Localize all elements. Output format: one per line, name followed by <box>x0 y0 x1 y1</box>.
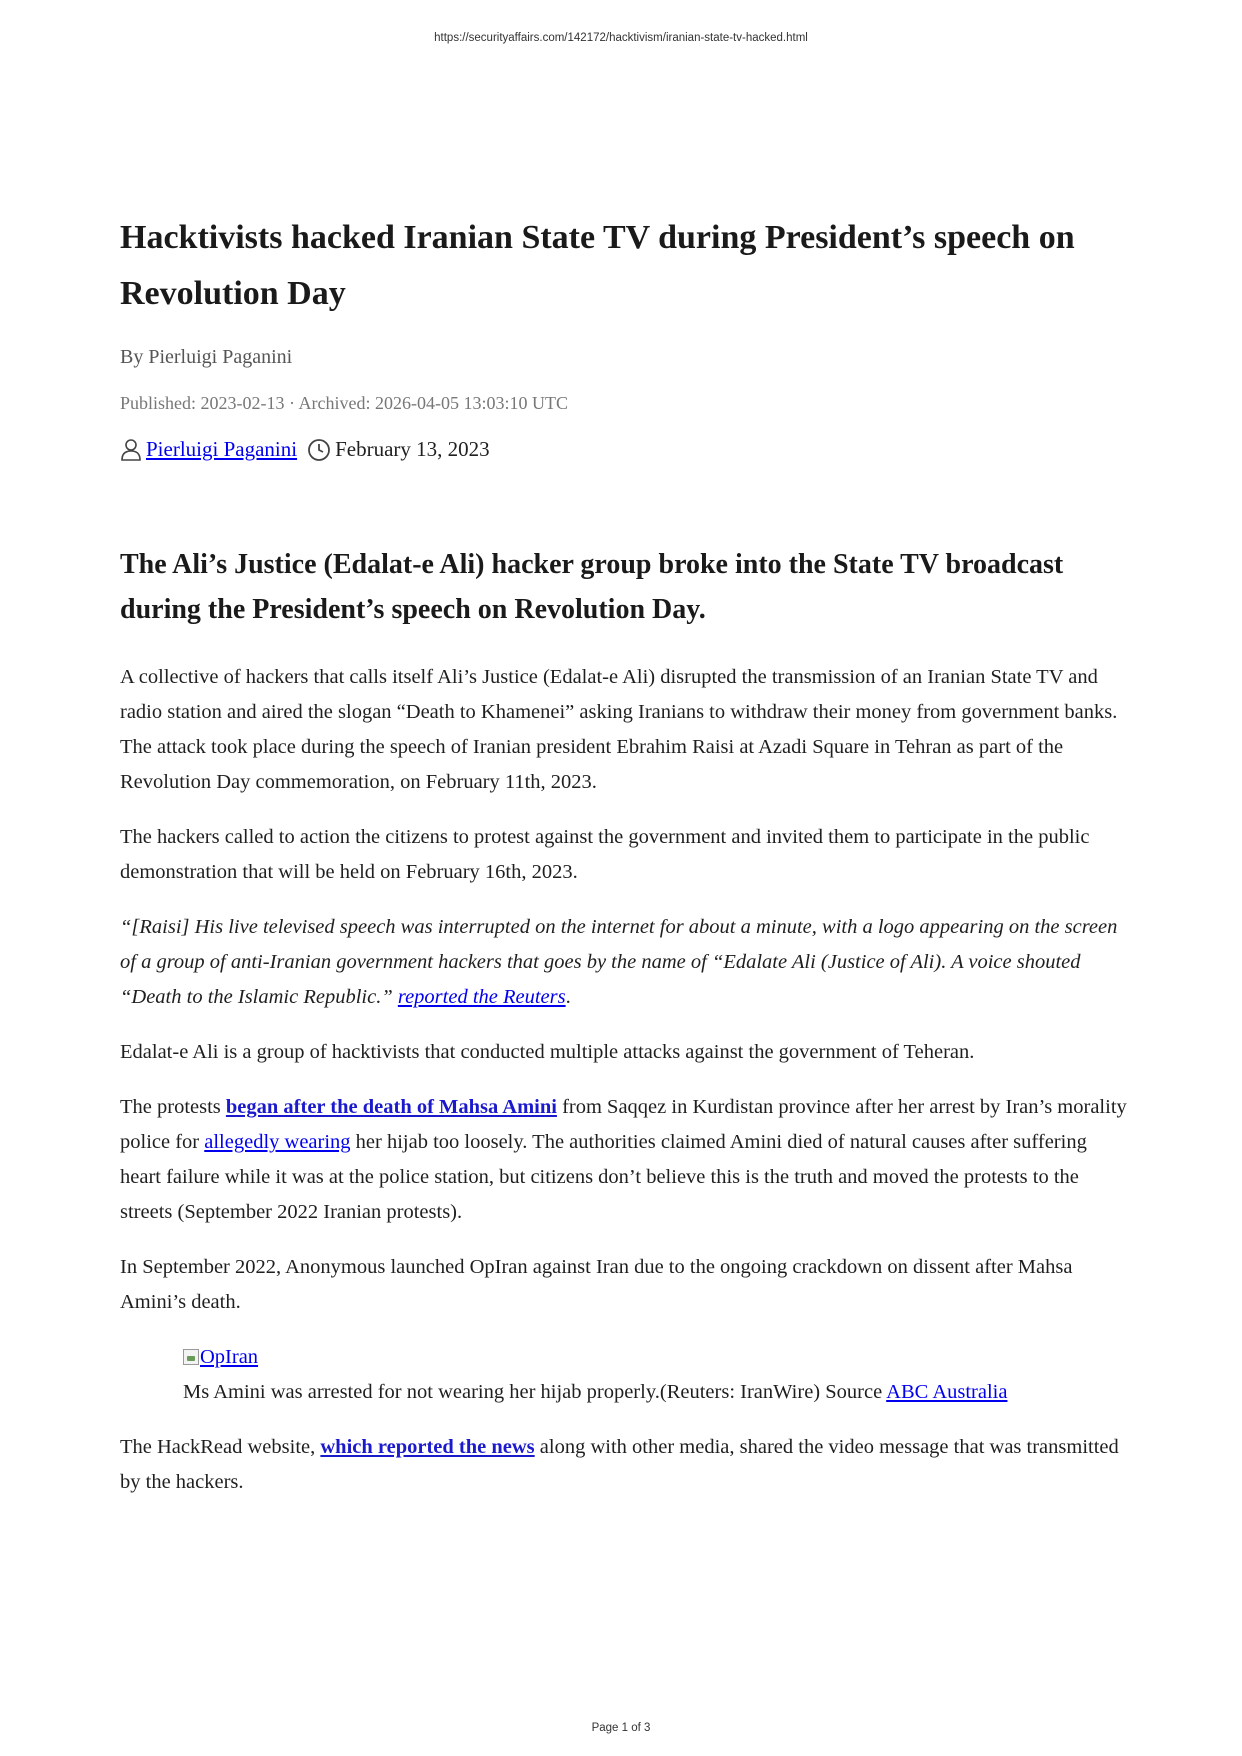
caption-text: Ms Amini was arrested for not wearing her hijab properly.(Reuters: IranWire) Source <box>183 1381 887 1404</box>
page-url-header: https://securityaffairs.com/142172/hacktivism/iranian-state-tv-hacked.html <box>434 32 808 44</box>
paragraph-3: Edalat-e Ali is a group of hacktivists that conducted multiple attacks against the government of Teheran. <box>120 1041 975 1064</box>
paragraph-1: A collective of hackers that calls itself Ali’s Justice (Edalat-e Ali) disrupted the transmission of an Iranian State TV and radio station and aired the slogan “Death to Khamenei” asking Iranians to withdraw their money from government banks. The attack took place during the speech of Iranian president Ebrahim Raisi at Azadi Square in Tehran as part of the Revolution Day commemoration, on February 11th, 2023. <box>120 666 1118 794</box>
paragraph-2: The hackers called to action the citizens to protest against the government and invited them to participate in the public demonstration that will be held on February 16th, 2023. <box>120 826 1090 884</box>
article-meta <box>120 436 1130 462</box>
paragraph-6 <box>120 1430 1130 1500</box>
user-icon <box>120 436 142 462</box>
quote-end: . <box>565 986 571 1009</box>
figure <box>183 1340 1023 1410</box>
article <box>120 210 1130 1500</box>
article-date: February 13, 2023 <box>335 436 490 461</box>
hackread-link[interactable]: which reported the news <box>320 1436 535 1459</box>
broken-image-icon <box>183 1349 199 1365</box>
byline: By Pierluigi Paganini <box>120 346 293 368</box>
reuters-link[interactable]: reported the Reuters <box>397 986 566 1009</box>
p6-text-b: along with other media, shared the video message that was transmitted by the hackers. <box>120 1436 1119 1494</box>
p4-text-b: from Saqqez in Kurdistan province after her arrest by Iran’s morality police for <box>120 1096 1127 1154</box>
opiran-image-link[interactable]: OpIran <box>200 1346 259 1369</box>
author-link[interactable]: Pierluigi Paganini <box>146 436 298 461</box>
page-number: Page 1 of 3 <box>591 1722 651 1734</box>
article-title: Hacktivists hacked Iranian State TV during President’s speech on Revolution Day <box>120 219 1075 312</box>
figure-caption <box>183 1375 1023 1410</box>
abc-australia-link[interactable]: ABC Australia <box>886 1381 1008 1404</box>
paragraph-5: In September 2022, Anonymous launched OpIran against Iran due to the ongoing crackdown on dissent after Mahsa Amini’s death. <box>120 1256 1073 1314</box>
quote-paragraph <box>120 910 1130 1015</box>
published-info: Published: 2023-02-13 · Archived: 2026-04-05 13:03:10 UTC <box>120 393 568 413</box>
allegedly-wearing-link[interactable]: allegedly wearing <box>204 1131 351 1154</box>
p6-text-a: The HackRead website, <box>120 1436 321 1459</box>
clock-icon <box>307 436 331 462</box>
article-subtitle: The Ali’s Justice (Edalat-e Ali) hacker group broke into the State TV broadcast during the President’s speech on Revolution Day. <box>120 549 1064 626</box>
paragraph-4 <box>120 1090 1130 1230</box>
p4-text-a: The protests <box>120 1096 226 1119</box>
p4-text-c: her hijab too loosely. The authorities claimed Amini died of natural causes after suffering heart failure while it was at the police station, but citizens don’t believe this is the truth and moved the protests to the streets (September 2022 Iranian protests). <box>120 1131 1087 1224</box>
figure-image[interactable] <box>183 1340 1023 1375</box>
mahsa-amini-link[interactable]: began after the death of Mahsa Amini <box>225 1096 557 1119</box>
quote-text: “[Raisi] His live televised speech was interrupted on the internet for about a minute, with a logo appearing on the screen of a group of anti-Iranian government hackers that goes by the name of “Edalate Ali (Justice of Ali). A voice shouted “Death to the Islamic Republic.” <box>120 916 1118 1009</box>
